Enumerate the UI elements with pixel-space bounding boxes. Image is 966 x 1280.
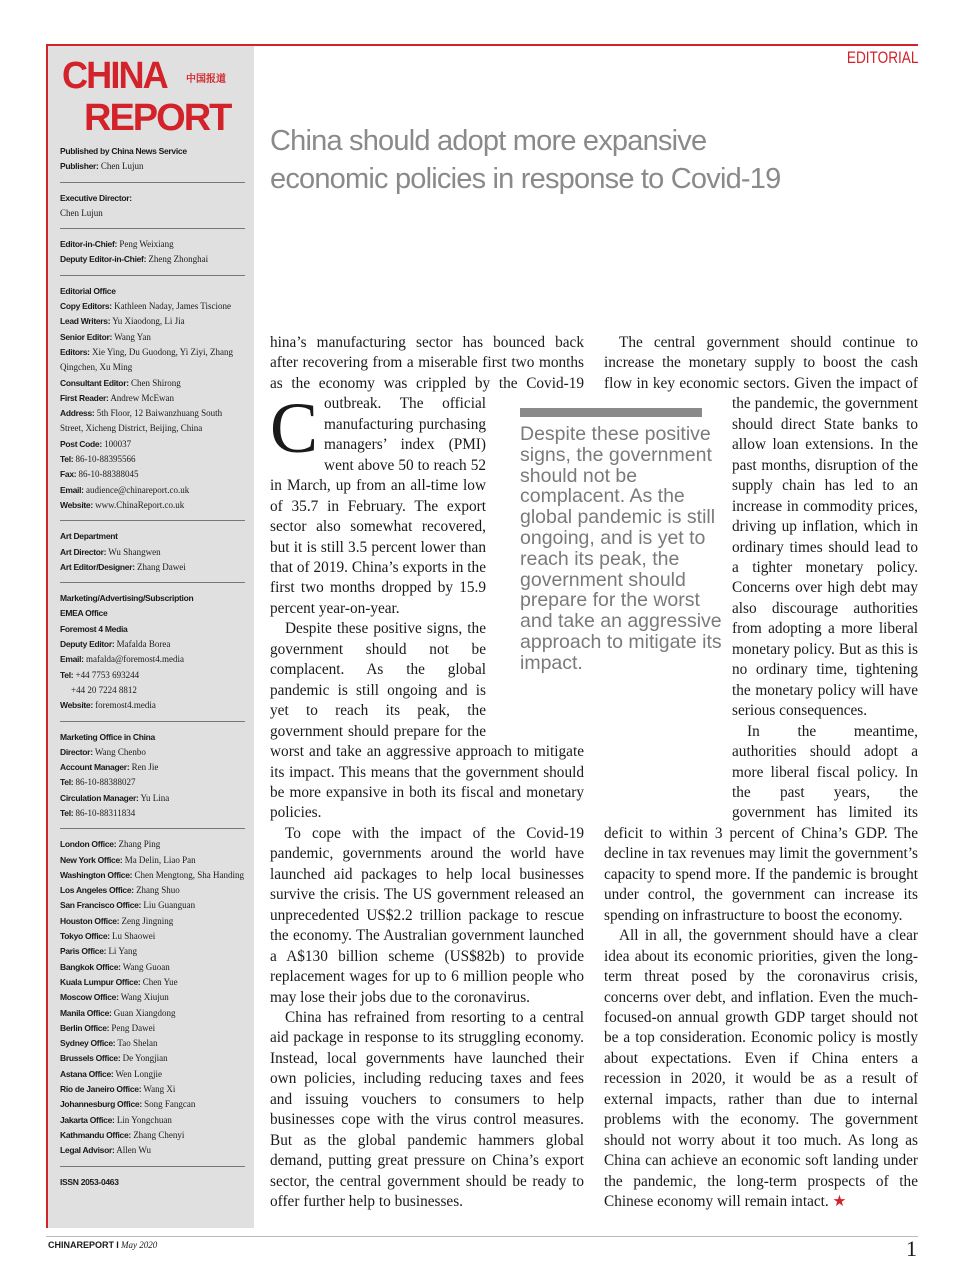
masthead-entry xyxy=(60,1006,245,1021)
entry-label: Kuala Lumpur Office: xyxy=(60,976,141,987)
entry-value: +44 20 7224 8812 xyxy=(71,684,137,695)
entry-label: Account Manager: xyxy=(60,762,130,773)
masthead-entry xyxy=(60,1128,245,1143)
masthead-entry xyxy=(60,730,245,745)
entry-label: Houston Office: xyxy=(60,915,120,926)
entry-label: Kathmandu Office: xyxy=(60,1129,131,1140)
logo-line1: CHINA xyxy=(62,55,167,97)
masthead-entry xyxy=(60,898,245,913)
masthead-entry xyxy=(60,159,245,174)
entry-value: Lin Yongchuan xyxy=(116,1114,172,1125)
entry-value: 86-10-88388027 xyxy=(75,777,136,788)
entry-value: Yu Lina xyxy=(140,792,170,803)
logo-line2: REPORT xyxy=(84,97,231,139)
footer-separator: I xyxy=(116,1240,119,1250)
entry-value: Andrew McEwan xyxy=(110,392,175,403)
masthead-entry xyxy=(60,284,245,299)
footer-date: May 2020 xyxy=(121,1240,158,1250)
entry-label: Deputy Editor-in-Chief: xyxy=(60,254,147,265)
entry-value: Mafalda Borea xyxy=(116,639,171,650)
entry-value: Chen Lujun xyxy=(100,161,144,172)
entry-label: Washington Office: xyxy=(60,869,133,880)
entry-label: New York Office: xyxy=(60,854,123,865)
masthead-entry xyxy=(60,990,245,1005)
masthead-entry xyxy=(60,745,245,760)
masthead-entry xyxy=(60,545,245,560)
entry-value: Guan Xiangdong xyxy=(113,1007,176,1018)
entry-label: Manila Office: xyxy=(60,1007,112,1018)
masthead-entry xyxy=(60,406,245,437)
masthead-section xyxy=(60,591,245,721)
entry-value: Zhang Shuo xyxy=(136,885,180,896)
article-title: China should adopt more expansive economic policies in response to Covid-19 xyxy=(270,125,781,195)
entry-value: www.ChinaReport.co.uk xyxy=(95,499,185,510)
masthead-section xyxy=(60,730,245,830)
masthead-section xyxy=(60,284,245,521)
entry-value: audience@chinareport.co.uk xyxy=(85,484,190,495)
entry-value: 86-10-88395566 xyxy=(75,454,136,465)
entry-value: Zhang Chenyi xyxy=(133,1129,185,1140)
entry-value: Wu Shangwen xyxy=(108,546,161,557)
entry-label: Copy Editors: xyxy=(60,301,112,312)
entry-label: Art Director: xyxy=(60,546,107,557)
entry-value: 86-10-88311834 xyxy=(75,807,136,818)
masthead-entry xyxy=(60,144,245,159)
masthead-section xyxy=(60,144,245,183)
entry-label: Director: xyxy=(60,746,93,757)
section-label: EDITORIAL xyxy=(846,48,918,67)
entry-value: Allen Wu xyxy=(116,1145,152,1156)
masthead-entry xyxy=(60,853,245,868)
entry-label: Website: xyxy=(60,700,93,711)
entry-label: Editors: xyxy=(60,346,90,357)
entry-value: +44 7753 693244 xyxy=(75,669,140,680)
masthead-entry xyxy=(60,914,245,929)
entry-label: Art Department xyxy=(60,531,118,542)
masthead-entry xyxy=(60,606,245,621)
masthead-entry xyxy=(60,252,245,267)
masthead-entry xyxy=(60,760,245,775)
paragraph: China has refrained from resorting to a central aid package in response to its struggling economy. Instead, local governments have launched their own policies, including reducing taxes and fees and issuing vouchers to consumers to help businesses cope with the virus control measures. But as the global pandemic hammers global demand, putting great pressure on China’s export sector, the central government should be ready to offer further help to businesses. xyxy=(270,1008,584,1211)
masthead-section xyxy=(60,1175,245,1197)
masthead-entry xyxy=(60,376,245,391)
entry-value: Ma Delin, Liao Pan xyxy=(124,854,196,865)
entry-value: Chen Mengtong, Sha Handing xyxy=(134,869,244,880)
entry-label: Rio de Janeiro Office: xyxy=(60,1084,142,1095)
masthead-entry xyxy=(60,591,245,606)
entry-label: Tel: xyxy=(60,777,74,788)
drop-cap: C xyxy=(270,388,319,468)
page-number: 1 xyxy=(906,1236,917,1261)
entry-value: Wang Guoan xyxy=(122,961,170,972)
entry-value: Peng Weixiang xyxy=(119,239,174,250)
entry-label: Deputy Editor: xyxy=(60,639,115,650)
entry-value: Wang Yan xyxy=(114,331,151,342)
entry-label: Tel: xyxy=(60,669,74,680)
entry-label: Publisher: xyxy=(60,161,99,172)
entry-value: Chen Lujun xyxy=(60,207,103,218)
entry-label: Website: xyxy=(60,499,93,510)
entry-value: Zhang Ping xyxy=(118,839,161,850)
entry-label: Art Editor/Designer: xyxy=(60,561,135,572)
masthead-entry xyxy=(60,1067,245,1082)
paragraph-text: All in all, the government should have a clear idea about its economic priorities, given the long-term threat posed by the coronavirus crisis, concerns over debt, and inflation. Even the much-focused-on annual growth GDP target should not be a top consideration. Economic policy is mostly about expectations. Even if China enters a recession in 2020, it would be as a result of external impacts, rather than due to internal problems with the economy. The government should not worry about it too much. As long as China can achieve an economic soft landing under the pandemic, the long-term prospects of the Chinese economy will remain intact. xyxy=(604,927,918,1211)
entry-label: Email: xyxy=(60,484,84,495)
entry-label: Jakarta Office: xyxy=(60,1114,115,1125)
masthead-entry xyxy=(60,944,245,959)
masthead-entry xyxy=(60,775,245,790)
masthead-entry xyxy=(60,1113,245,1128)
paragraph: To cope with the impact of the Covid-19 pandemic, governments around the world have launched aid packages to help local businesses survive the crisis. The US government released an unprecedented US$2.2 trillion package to rescue the economy. The Australian government launched a A$130 billion scheme (US$82b) to provide replacement wages for up to 6 million people who may lose their jobs due to the coronavirus. xyxy=(270,824,584,1006)
masthead-entry xyxy=(60,237,245,252)
entry-label: Tel: xyxy=(60,807,74,818)
paragraph: Despite these positive signs, the government should not be complacent. As the global pandemic is still ongoing and is yet to reach its peak, the government should prepare for the worst and take an aggressive approach to mitigate its impact. This means that the government should be more expansive in both its fiscal and monetary policies. xyxy=(270,620,584,822)
entry-value: Yu Xiaodong, Li Jia xyxy=(112,316,185,327)
entry-label: First Reader: xyxy=(60,392,109,403)
end-star-icon: ★ xyxy=(832,1193,847,1211)
entry-label: Tokyo Office: xyxy=(60,931,110,942)
masthead-entry xyxy=(60,299,245,314)
entry-value: Wang Xi xyxy=(143,1084,176,1095)
masthead-entry xyxy=(60,929,245,944)
entry-value: Kathleen Naday, James Tiscione xyxy=(114,301,231,312)
entry-value: De Yongjian xyxy=(122,1053,168,1064)
masthead-entry xyxy=(60,314,245,329)
entry-label: London Office: xyxy=(60,839,117,850)
paragraph: hina’s manufacturing sector has bounced back after recovering from a miserable first two months as the economy was crippled by the Covid-19 outbreak. The official manufacturing purchasing managers’ index (PMI) went above 50 to reach 52 in March, up from an all-time low of 35.7 in February. The export sector also somewhat recovered, but it is still 3.5 percent lower than that of 2019. China’s exports in the first two months dropped by 15.9 percent year-on-year. xyxy=(270,334,584,617)
footer xyxy=(48,1240,157,1250)
entry-value: Chen Yue xyxy=(142,976,178,987)
entry-value: Liu Guanguan xyxy=(143,900,196,911)
entry-label: Editorial Office xyxy=(60,285,116,296)
masthead-entry xyxy=(60,1143,245,1158)
masthead-entry xyxy=(60,330,245,345)
masthead-entry xyxy=(60,975,245,990)
entry-label: Berlin Office: xyxy=(60,1022,110,1033)
masthead-sidebar xyxy=(48,46,254,1228)
entry-label: Tel: xyxy=(60,454,74,465)
entry-label: Marketing Office in China xyxy=(60,731,155,742)
masthead-entry xyxy=(60,529,245,544)
entry-label: Astana Office: xyxy=(60,1068,114,1079)
entry-label: ISSN 2053-0463 xyxy=(60,1176,119,1187)
entry-value: Lu Shaowei xyxy=(112,931,156,942)
entry-value: Song Fangcan xyxy=(144,1099,196,1110)
entry-label: Legal Advisor: xyxy=(60,1145,115,1156)
entry-value: Wang Xiujun xyxy=(120,992,169,1003)
masthead-entry xyxy=(60,467,245,482)
masthead-entry xyxy=(60,683,245,698)
entry-value: 100037 xyxy=(104,438,132,449)
entry-value: Chen Shirong xyxy=(130,377,181,388)
china-report-logo xyxy=(62,56,242,140)
masthead-section xyxy=(60,191,245,230)
masthead-entry xyxy=(60,1175,245,1190)
entry-label: Published by China News Service xyxy=(60,146,187,156)
masthead-entry xyxy=(60,698,245,713)
entry-label: Paris Office: xyxy=(60,946,107,957)
entry-label: Lead Writers: xyxy=(60,316,111,327)
entry-label: Brussels Office: xyxy=(60,1053,121,1064)
masthead-entry xyxy=(60,1036,245,1051)
entry-label: Editor-in-Chief: xyxy=(60,239,118,250)
entry-label: Los Angeles Office: xyxy=(60,885,134,896)
masthead-entry xyxy=(60,206,245,221)
pull-quote: Despite these positive signs, the government should not be complacent. As the global pandemic is still ongoing, and is yet to reach its peak, the government should prepare for the worst and take an aggressive approach to mitigate its impact. xyxy=(520,423,722,674)
masthead-entry xyxy=(60,560,245,575)
entry-value: Zheng Zhonghai xyxy=(148,254,209,265)
masthead-entry xyxy=(60,391,245,406)
entry-label: EMEA Office xyxy=(60,608,108,619)
masthead-entry xyxy=(60,1082,245,1097)
masthead-entry xyxy=(60,498,245,513)
entry-label: Address: xyxy=(60,408,95,419)
entry-label: San Francisco Office: xyxy=(60,900,142,911)
entry-label: Executive Director: xyxy=(60,192,132,203)
footer-brand: CHINAREPORT xyxy=(48,1240,115,1250)
entry-label: Fax: xyxy=(60,469,77,480)
masthead-entry xyxy=(60,637,245,652)
entry-value: 86-10-88388045 xyxy=(78,469,139,480)
masthead-entry xyxy=(60,668,245,683)
footer-rule xyxy=(46,1236,918,1237)
entry-value: Peng Dawei xyxy=(111,1022,156,1033)
entry-label: Sydney Office: xyxy=(60,1038,116,1049)
entry-value: Zhang Dawei xyxy=(137,561,186,572)
entry-label: Bangkok Office: xyxy=(60,961,121,972)
masthead-entry xyxy=(60,806,245,821)
entry-value: Wang Chenbo xyxy=(94,746,146,757)
entry-value: mafalda@foremost4.media xyxy=(85,654,184,665)
entry-value: Ren Jie xyxy=(131,762,159,773)
entry-label: Email: xyxy=(60,654,84,665)
entry-value: Li Yang xyxy=(108,946,137,957)
masthead-entry xyxy=(60,960,245,975)
entry-value: Xie Ying, Du Guodong, Yi Ziyi, Zhang Qingchen, Xu Ming xyxy=(60,346,234,373)
entry-value: Tao Shelan xyxy=(117,1038,158,1049)
paragraph: In the meantime, authorities should adopt a more liberal fiscal policy. In the past years, the government has limited its deficit to within 3 percent of China’s GDP. The decline in tax revenues may limit the government’s capacity to spend more. If the pandemic is brought under control, the government can increase its spending on infrastructure to boost the economy. xyxy=(604,722,918,924)
masthead-entry xyxy=(60,652,245,667)
masthead-entry xyxy=(60,452,245,467)
masthead-entry xyxy=(60,345,245,376)
masthead-entry xyxy=(60,191,245,206)
entry-label: Consultant Editor: xyxy=(60,377,129,388)
masthead-entry xyxy=(60,1097,245,1112)
entry-value: 5th Floor, 12 Baiwanzhuang South Street, Xicheng District, Beijing, China xyxy=(60,408,223,434)
masthead-entry xyxy=(60,437,245,452)
masthead-entry xyxy=(60,868,245,883)
entry-value: Zeng Jingning xyxy=(121,915,174,926)
entry-label: Foremost 4 Media xyxy=(60,623,128,634)
masthead-section xyxy=(60,237,245,276)
entry-label: Post Code: xyxy=(60,438,102,449)
entry-label: Moscow Office: xyxy=(60,992,119,1003)
masthead-credits xyxy=(60,144,245,1205)
masthead-entry xyxy=(60,622,245,637)
entry-label: Senior Editor: xyxy=(60,331,112,342)
masthead-entry xyxy=(60,1051,245,1066)
masthead-section xyxy=(60,529,245,583)
masthead-entry xyxy=(60,883,245,898)
pull-quote-bar xyxy=(520,408,702,417)
entry-value: foremost4.media xyxy=(95,700,156,711)
paragraph xyxy=(604,926,918,1212)
entry-label: Johannesburg Office: xyxy=(60,1099,142,1110)
paragraph: The central government should continue to increase the monetary supply to boost the cash flow in key economic sectors. Given the impact of the pandemic, the government should direct State banks to allow loan extensions. In the past months, disruption of the supply chain has led to an increase in commodity prices, driving up inflation, which in ordinary times should lead to a tighter monetary policy. Concerns over high debt may also discourage authorities from adopting a more liberal monetary policy. But as this is no ordinary time, tightening the monetary policy will have serious consequences. xyxy=(604,334,918,720)
logo-chinese: 中国报道 xyxy=(186,74,226,85)
entry-value: Wen Longjie xyxy=(115,1068,163,1079)
entry-label: Marketing/Advertising/Subscription xyxy=(60,593,194,604)
masthead-entry xyxy=(60,1021,245,1036)
masthead-entry xyxy=(60,837,245,852)
entry-label: Circulation Manager: xyxy=(60,792,139,803)
masthead-entry xyxy=(60,483,245,498)
masthead-entry xyxy=(60,791,245,806)
masthead-section xyxy=(60,837,245,1166)
